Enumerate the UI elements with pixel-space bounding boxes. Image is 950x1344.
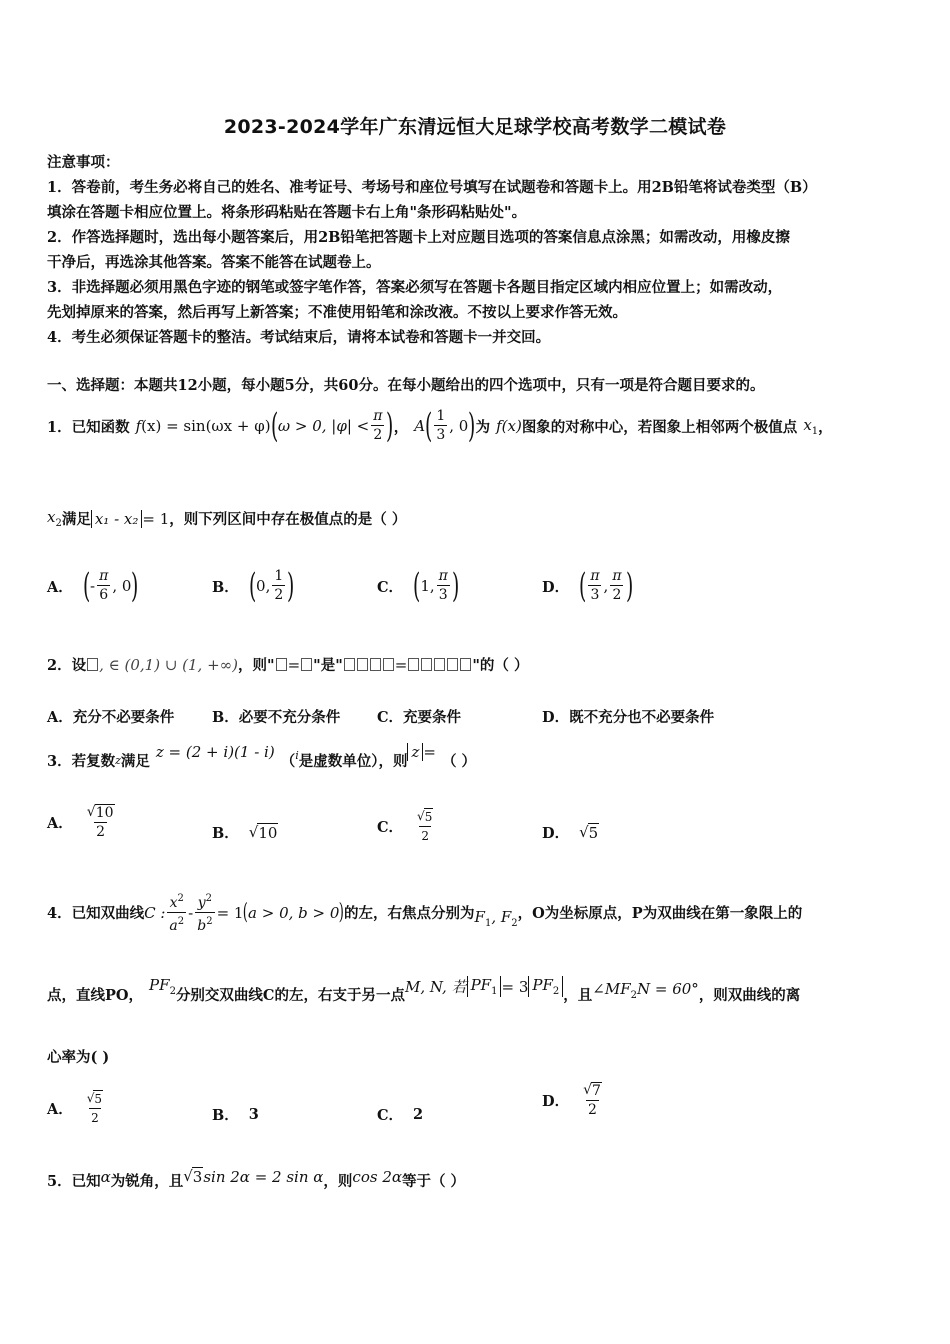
option-tail: , 0 [112, 577, 132, 595]
q1-paren-open: ( [270, 406, 278, 446]
paren-close: ) [339, 900, 345, 925]
q1-frac-1-3: $\frac{1}{3}$ [436, 408, 446, 443]
option-label: A． [47, 815, 73, 832]
q4-option-a[interactable] [47, 1090, 107, 1127]
q2-option-c[interactable] [377, 706, 461, 727]
paren-close: ) [131, 566, 139, 606]
q1-option-b[interactable] [212, 568, 295, 604]
option-label: D． [542, 709, 570, 726]
option-label: A． [47, 578, 73, 596]
q3-text3: （ ） [441, 753, 477, 770]
q4-text1: 的左，右焦点分别为 [344, 905, 475, 922]
q4-F1F2: $F_1$, $F_2$ [474, 908, 518, 929]
q1-text2: 图象的对称中心，若图象上相邻两个极值点 [521, 418, 798, 436]
placeholder-box [460, 658, 471, 671]
q5-text1: 为锐角，且 [110, 1173, 184, 1190]
option-text: 充分不必要条件 [72, 709, 175, 726]
question-4-line-1 [47, 890, 802, 935]
question-4-line-3: 心率为( ) [47, 1049, 110, 1066]
q2-option-a[interactable] [47, 706, 174, 727]
question-2-line [47, 654, 528, 675]
notes-line: 4．考生必须保证答题卡的整洁。考试结束后，请将本试卷和答题卡一并交回。 [47, 329, 551, 346]
q1-paren-close: ) [386, 406, 394, 446]
q3-option-a[interactable] [47, 804, 119, 841]
option-label: C． [377, 1107, 404, 1124]
option-fraction-2: $\frac{\pi}{2}$ [612, 568, 622, 603]
question-4-line-2 [47, 976, 801, 1005]
option-head: 0, [256, 577, 271, 595]
q1-point-A: A [414, 417, 426, 435]
placeholder-box [383, 658, 394, 671]
option-label: B． [212, 709, 239, 726]
sqrt-symbol: √ 10 [248, 823, 278, 842]
option-fraction: √ 10 2 [86, 804, 114, 840]
sqrt-symbol: √ 5 [86, 1091, 103, 1106]
q1-comma: ， [818, 418, 833, 436]
option-text: 充要条件 [403, 709, 462, 726]
option-label: D． [542, 1093, 570, 1110]
option-label: D． [542, 578, 570, 596]
option-label: C． [377, 819, 404, 836]
question-5-line [47, 1167, 466, 1191]
q1-frac-pi-2: $\frac{\pi}{2}$ [373, 408, 383, 443]
option-fraction: √ 5 2 [417, 809, 433, 843]
q4-option-b[interactable] [212, 1104, 259, 1125]
q3-abs-z: z [407, 743, 423, 761]
q1-option-d[interactable] [542, 568, 633, 604]
q1-A-zero: , 0 [449, 417, 469, 435]
q4-text3: 分别交双曲线C的左，右支于另一点 [175, 987, 405, 1004]
q4-cond: a > 0, b > 0 [248, 903, 340, 922]
option-label: A． [47, 709, 73, 726]
sqrt-symbol: √ 5 [579, 823, 599, 842]
q1-x1: $x_1$ [803, 415, 819, 437]
q1-number: 1．已知函数 [47, 418, 130, 436]
paren-open: ( [82, 566, 91, 606]
q4-text5: ，则双曲线的离 [698, 987, 801, 1004]
q4-MN: M, N, 若 [404, 978, 467, 996]
q2-text1: ，则" [238, 657, 275, 674]
q1-eq1: = 1 [142, 509, 170, 528]
placeholder-box [344, 658, 355, 671]
q4-minus: - [188, 903, 194, 922]
q3-text1: 满足 [120, 753, 150, 770]
paren-close: ) [451, 566, 460, 606]
q2-option-d[interactable] [542, 706, 714, 727]
question-1-line-2 [47, 508, 406, 529]
option-label: C． [377, 709, 404, 726]
q3-option-b[interactable] [212, 822, 278, 843]
option-text: 3 [248, 1106, 259, 1123]
question-1-line-1 [47, 408, 833, 444]
paren-open: ( [413, 566, 421, 606]
notes-line: 填涂在答题卡相应位置上。将条形码粘贴在答题卡右上角"条形码粘贴处"。 [47, 204, 527, 221]
q1-A-paren-close: ) [468, 406, 476, 446]
option-fraction: $\frac{1}{2}$ [274, 568, 284, 603]
q4-text4: ，且 [563, 987, 593, 1004]
notes-line: 2．作答选择题时，选出每小题答案后，用2B铅笔把答题卡上对应题目选项的答案信息点涂黑；如需改动，用橡皮擦 [47, 229, 790, 246]
option-fraction: $\frac{\pi}{3}$ [438, 568, 448, 603]
q1-text3: 满足 [61, 511, 91, 528]
q5-text2: ，则 [323, 1173, 353, 1190]
q5-cos: cos 2α [352, 1167, 402, 1186]
q4-eq3: = 3 [501, 977, 529, 996]
notes-line: 先划掉原来的答案，然后再写上新答案；不准使用铅笔和涂改液。不按以上要求作答无效。 [47, 304, 627, 321]
placeholder-box [434, 658, 445, 671]
sqrt-symbol: √ 7 [583, 1082, 601, 1099]
placeholder-box [357, 658, 368, 671]
sqrt-symbol: √ 5 [417, 809, 433, 824]
q4-C: C : [144, 903, 166, 922]
q2-text3: "的（ ） [472, 657, 529, 674]
q4-option-d[interactable] [542, 1082, 606, 1119]
placeholder-box [276, 658, 287, 671]
option-head: 1, [420, 577, 435, 595]
paren-open: ( [243, 900, 249, 925]
option-minus: - [90, 577, 96, 595]
q4-PF2: $PF_2$ [149, 976, 176, 997]
option-text: 2 [413, 1106, 424, 1123]
q3-option-c[interactable] [377, 808, 437, 845]
paren-close: ) [287, 566, 295, 606]
q4-text2: ，O为坐标原点，P为双曲线在第一象限上的 [517, 905, 803, 922]
q2-number: 2．设 [47, 657, 87, 674]
q3-option-d[interactable] [542, 822, 599, 843]
q4-frac-y2-b2: $\frac{y^2}{b^2}$ [197, 893, 213, 934]
q1-abs-expr: x₁ - x₂ [91, 510, 143, 528]
section-heading: 一、选择题：本题共12小题，每小题5分，共60分。在每小题给出的四个选项中，只有一项是符合题目要求的。 [47, 377, 765, 394]
option-label: B． [212, 825, 239, 842]
q4-number: 4．已知双曲线 [47, 905, 145, 922]
q5-alpha: α [100, 1167, 111, 1186]
question-3-line [47, 742, 477, 771]
notes-heading: 注意事项： [47, 154, 120, 171]
q5-text3: 等于（ ） [402, 1173, 466, 1190]
option-comma: , [603, 577, 609, 595]
q1-f: f [135, 417, 142, 435]
q1-x2: $x_2$ [47, 508, 62, 529]
q3-z: z [115, 754, 121, 767]
option-label: B． [212, 578, 239, 596]
exam-title: 2023-2024学年广东清远恒大足球学校高考数学二模试卷 [223, 116, 727, 138]
option-label: B． [212, 1107, 239, 1124]
q2-eq2: = [394, 655, 408, 674]
option-fraction: $\frac{\pi}{3}$ [590, 568, 600, 603]
q3-eqs: = [423, 742, 436, 761]
notes-block [47, 150, 907, 350]
q4-frac-x2-a2: $\frac{x^2}{a^2}$ [169, 893, 185, 934]
q4-abs-PF2: $PF_2$ [528, 976, 563, 997]
option-text: 既不充分也不必要条件 [569, 709, 715, 726]
q5-number: 5．已知 [47, 1173, 101, 1190]
q1-fx2: f(x) [496, 417, 522, 435]
paren-open: ( [248, 566, 257, 606]
q3-eq: z = (2 + i)(1 - i) [155, 742, 275, 761]
placeholder-box [447, 658, 458, 671]
q4-abs-PF1: $PF_1$ [467, 976, 502, 997]
q1-cond: ω > 0, |φ| < [277, 417, 370, 435]
q2-eq: = [287, 655, 301, 674]
placeholder-box [87, 658, 98, 671]
q3-paren: （ [280, 753, 296, 770]
placeholder-box [408, 658, 419, 671]
option-fraction: $\frac{\pi}{6}$ [99, 568, 109, 603]
q3-i: i [295, 749, 299, 762]
q4-line2a: 点，直线PO， [47, 987, 144, 1004]
q1-text1: 为 [475, 418, 491, 436]
q4-option-c[interactable] [377, 1104, 423, 1125]
q1-eq: (x) = sin(ωx + φ) [141, 417, 271, 435]
q1-sep: ， [393, 418, 409, 436]
option-text: 必要不充分条件 [238, 709, 341, 726]
q1-option-c[interactable] [377, 568, 459, 604]
q1-A-paren-open: ( [425, 406, 433, 446]
q2-text2: "是" [313, 657, 343, 674]
q1-text4: ，则下列区间中存在极值点的是（ ） [169, 511, 407, 528]
q5-eq: sin 2α = 2 sin α [203, 1167, 324, 1186]
q4-angle: $\angle MF_2N = 60^\circ$ [592, 980, 699, 1001]
notes-line: 干净后，再选涂其他答案。答案不能答在试题卷上。 [47, 254, 381, 271]
q4-eq1: = 1 [216, 903, 244, 922]
q3-number: 3．若复数 [47, 753, 116, 770]
placeholder-box [421, 658, 432, 671]
q1-option-a[interactable] [47, 568, 139, 604]
option-fraction: √ 7 2 [583, 1082, 601, 1118]
option-label: A． [47, 1101, 73, 1118]
option-fraction: √ 5 2 [86, 1091, 103, 1125]
notes-line: 1．答卷前，考生务必将自己的姓名、准考证号、考场号和座位号填写在试题卷和答题卡上。用2B铅笔将试卷类型（B） [47, 179, 817, 196]
paren-open: ( [579, 566, 587, 606]
paren-close: ) [625, 566, 633, 606]
option-label: D． [542, 825, 570, 842]
sqrt-symbol: √ 3 [183, 1167, 203, 1186]
notes-line: 3．非选择题必须用黑色字迹的钢笔或签字笔作答，答案必须写在答题卡各题目指定区域内相应位置上；如需改动， [47, 279, 783, 296]
option-label: C． [377, 578, 404, 596]
q3-text2: 是虚数单位），则 [298, 753, 408, 770]
sqrt-symbol: √ 10 [86, 804, 114, 821]
placeholder-box [370, 658, 381, 671]
placeholder-box [301, 658, 312, 671]
q2-option-b[interactable] [212, 706, 340, 727]
q2-set: , ∈ (0,1) ∪ (1, +∞) [99, 655, 239, 674]
